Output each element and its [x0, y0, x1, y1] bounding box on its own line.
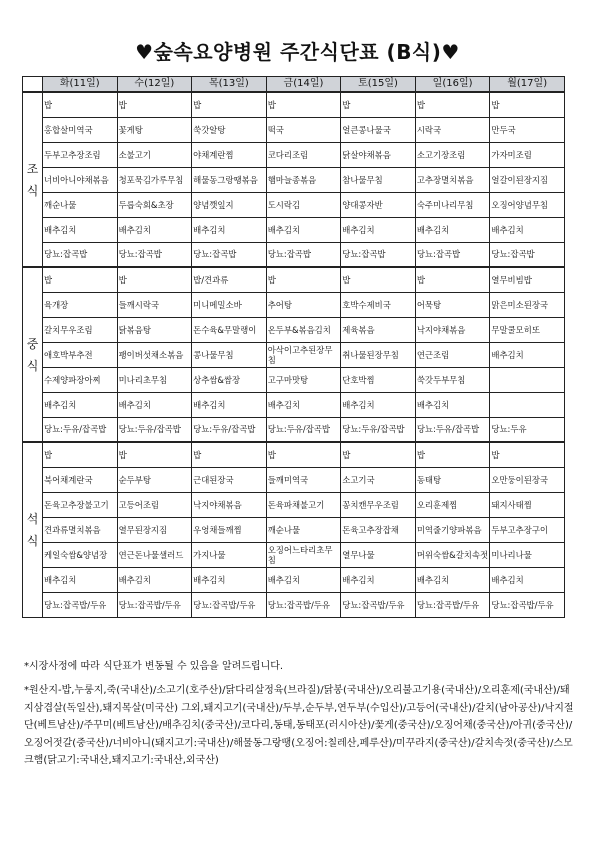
menu-row	[23, 467, 565, 492]
menu-cell: 당뇨:잡곡밥	[490, 242, 565, 267]
menu-cell: 시락국	[415, 117, 490, 142]
menu-cell: 당뇨:잡곡밥/두유	[43, 592, 118, 617]
menu-row	[23, 292, 565, 317]
weekly-menu-table	[22, 76, 565, 618]
menu-cell: 취나물된장무침	[341, 342, 416, 367]
menu-cell: 배추김치	[43, 567, 118, 592]
menu-cell: 배추김치	[192, 567, 267, 592]
menu-cell: 소고기장조림	[415, 142, 490, 167]
menu-cell: 배추김치	[43, 392, 118, 417]
menu-cell: 꽁치캔무우조림	[341, 492, 416, 517]
menu-cell: 당뇨:잡곡밥/두유	[192, 592, 267, 617]
menu-cell: 연근조림	[415, 342, 490, 367]
menu-cell: 깨순나물	[43, 192, 118, 217]
menu-cell: 열무비빔밥	[490, 267, 565, 292]
menu-cell: 소불고기	[117, 142, 192, 167]
menu-cell: 당뇨:잡곡밥/두유	[266, 592, 341, 617]
menu-cell: 배추김치	[266, 567, 341, 592]
menu-cell: 코다리조림	[266, 142, 341, 167]
menu-cell: 두부고추장구이	[490, 517, 565, 542]
menu-cell: 숙주미나리무침	[415, 192, 490, 217]
menu-cell: 연근돈나물샐러드	[117, 542, 192, 567]
menu-cell: 청포묵김가루무침	[117, 167, 192, 192]
menu-cell: 오징어양념무침	[490, 192, 565, 217]
menu-cell: 케일숙쌈&양념장	[43, 542, 118, 567]
menu-cell: 당뇨:잡곡밥	[117, 242, 192, 267]
menu-cell: 오리훈제찜	[415, 492, 490, 517]
meal-label: 중 식	[23, 267, 43, 442]
menu-cell: 배추김치	[490, 567, 565, 592]
menu-cell: 배추김치	[490, 217, 565, 242]
menu-cell: 근대된장국	[192, 467, 267, 492]
menu-cell: 배추김치	[341, 567, 416, 592]
menu-cell	[490, 367, 565, 392]
menu-cell: 당뇨:잡곡밥	[415, 242, 490, 267]
menu-cell: 배추김치	[117, 567, 192, 592]
menu-row	[23, 442, 565, 467]
menu-row	[23, 267, 565, 292]
menu-cell: 홍합살미역국	[43, 117, 118, 142]
menu-cell: 가자미조림	[490, 142, 565, 167]
menu-cell: 배추김치	[415, 567, 490, 592]
menu-cell: 만두국	[490, 117, 565, 142]
menu-cell: 두릅숙회&초장	[117, 192, 192, 217]
menu-cell: 당뇨:잡곡밥/두유	[341, 592, 416, 617]
menu-cell: 배추김치	[341, 392, 416, 417]
menu-cell: 당뇨:두유/잡곡밥	[117, 417, 192, 442]
menu-cell: 고등어조림	[117, 492, 192, 517]
menu-row	[23, 317, 565, 342]
menu-cell: 오징어느타리초무침	[266, 542, 341, 567]
day-header: 일(16일)	[415, 77, 490, 93]
menu-cell: 당뇨:잡곡밥	[192, 242, 267, 267]
menu-cell: 밥	[117, 267, 192, 292]
menu-cell: 애호박부추전	[43, 342, 118, 367]
origin-info: *원산지-밥,누룽지,죽(국내산)/소고기(호주산)/닭다리살정육(브라질)/닭봉(국내산)/오리불고기용(국내산)/오리훈제(국내산)/돼지삼겹살(독일산),돼지목살(미국산) 그외,돼지고기(국내산)/두부,순두부,연두부(수입산)/고등어(국내산)/갈치(남아공산)/낙지절단(베트남산)/주꾸미(베트남산)/배추김치(중국산)/코다리,동태,동태포(러시아산)/꽃게(중국산)/오징어채(중국산)/아귀(중국산)/오징어젓갈(중국산)/너비아니(돼지고기:국내산)/해물동그랑땡(오징어:칠레산,페루산)/미꾸라지(중국산)/갈치속젓(중국산)/스모크햄(닭고기:국내산,돼지고기:국내산,외국산)	[24, 685, 574, 767]
menu-cell: 밥	[266, 267, 341, 292]
menu-row	[23, 417, 565, 442]
menu-cell: 야채계란찜	[192, 142, 267, 167]
menu-cell: 쑥갓두부무침	[415, 367, 490, 392]
menu-cell: 당뇨:잡곡밥/두유	[415, 592, 490, 617]
menu-cell: 당뇨:두유/잡곡밥	[415, 417, 490, 442]
day-header: 월(17일)	[490, 77, 565, 93]
menu-cell: 열무된장지짐	[117, 517, 192, 542]
menu-cell: 당뇨:두유/잡곡밥	[266, 417, 341, 442]
menu-cell: 들깨시락국	[117, 292, 192, 317]
menu-row	[23, 392, 565, 417]
menu-cell: 밥	[490, 92, 565, 117]
menu-cell: 돈육고추장잡채	[341, 517, 416, 542]
menu-cell: 밥	[266, 92, 341, 117]
menu-cell: 햄마늘종볶음	[266, 167, 341, 192]
menu-cell: 배추김치	[415, 217, 490, 242]
menu-row	[23, 342, 565, 367]
day-header: 수(12일)	[117, 77, 192, 93]
menu-row	[23, 92, 565, 117]
menu-cell: 밥	[43, 442, 118, 467]
menu-cell: 미나리나물	[490, 542, 565, 567]
menu-cell: 온두부&볶음김치	[266, 317, 341, 342]
day-header-row	[23, 77, 565, 93]
menu-cell: 당뇨:두유/잡곡밥	[43, 417, 118, 442]
meal-label: 석 식	[23, 442, 43, 617]
menu-cell: 깨순나물	[266, 517, 341, 542]
menu-cell: 밥	[415, 267, 490, 292]
change-notice: *시장사정에 따라 식단표가 변동될 수 있음을 알려드립니다.	[24, 661, 284, 672]
menu-row	[23, 167, 565, 192]
menu-cell: 호박수제비국	[341, 292, 416, 317]
menu-cell: 추어탕	[266, 292, 341, 317]
menu-cell: 돈수육&무말랭이	[192, 317, 267, 342]
menu-cell: 팽이버섯채소볶음	[117, 342, 192, 367]
menu-cell: 어묵탕	[415, 292, 490, 317]
menu-cell: 무말쿨모히또	[490, 317, 565, 342]
day-header: 토(15일)	[341, 77, 416, 93]
menu-cell: 당뇨:두유	[490, 417, 565, 442]
menu-cell: 맑은미소된장국	[490, 292, 565, 317]
menu-cell: 너비아니야채볶음	[43, 167, 118, 192]
menu-row	[23, 517, 565, 542]
menu-cell: 양대콩자반	[341, 192, 416, 217]
menu-cell: 배추김치	[266, 392, 341, 417]
menu-cell: 쑥갓알탕	[192, 117, 267, 142]
menu-cell: 당뇨:잡곡밥/두유	[117, 592, 192, 617]
menu-cell: 배추김치	[117, 392, 192, 417]
menu-cell: 배추김치	[43, 217, 118, 242]
menu-row	[23, 492, 565, 517]
menu-cell: 순두부탕	[117, 467, 192, 492]
day-header: 화(11일)	[43, 77, 118, 93]
menu-cell: 얼갈이된장지짐	[490, 167, 565, 192]
menu-row	[23, 142, 565, 167]
menu-cell: 떡국	[266, 117, 341, 142]
menu-cell: 미역줄기양파볶음	[415, 517, 490, 542]
menu-cell: 미나리초무침	[117, 367, 192, 392]
menu-cell: 돼지사태찜	[490, 492, 565, 517]
menu-row	[23, 242, 565, 267]
menu-cell: 밥	[490, 442, 565, 467]
menu-cell: 돈육고추장불고기	[43, 492, 118, 517]
menu-cell: 밥	[341, 92, 416, 117]
meal-label: 조 식	[23, 92, 43, 267]
menu-row	[23, 367, 565, 392]
menu-cell: 당뇨:잡곡밥	[341, 242, 416, 267]
menu-cell: 돈육파채불고기	[266, 492, 341, 517]
menu-cell: 북어채계란국	[43, 467, 118, 492]
menu-cell: 우엉채들깨찜	[192, 517, 267, 542]
menu-cell: 밥	[117, 92, 192, 117]
menu-cell: 당뇨:두유/잡곡밥	[341, 417, 416, 442]
menu-row	[23, 542, 565, 567]
menu-cell: 머위숙쌈&갈치속젓	[415, 542, 490, 567]
menu-cell: 배추김치	[490, 342, 565, 367]
menu-cell: 밥	[192, 442, 267, 467]
menu-cell: 고추장멸치볶음	[415, 167, 490, 192]
menu-cell: 오만둥이된장국	[490, 467, 565, 492]
menu-cell: 참나물무침	[341, 167, 416, 192]
menu-cell: 배추김치	[117, 217, 192, 242]
menu-cell: 밥	[341, 442, 416, 467]
menu-row	[23, 567, 565, 592]
menu-cell: 가지나물	[192, 542, 267, 567]
menu-cell: 배추김치	[341, 217, 416, 242]
menu-cell: 해물동그랑땡볶음	[192, 167, 267, 192]
menu-cell: 도시락김	[266, 192, 341, 217]
menu-cell: 고구마맛탕	[266, 367, 341, 392]
menu-cell: 꽃게탕	[117, 117, 192, 142]
menu-cell: 밥	[266, 442, 341, 467]
day-header: 목(13일)	[192, 77, 267, 93]
menu-cell: 배추김치	[266, 217, 341, 242]
menu-cell: 낙지야채볶음	[415, 317, 490, 342]
menu-cell: 얼큰콩나물국	[341, 117, 416, 142]
menu-cell: 제육볶음	[341, 317, 416, 342]
menu-cell: 배추김치	[415, 392, 490, 417]
menu-cell: 상추쌈&쌈장	[192, 367, 267, 392]
menu-cell: 배추김치	[192, 392, 267, 417]
menu-cell: 밥/견과류	[192, 267, 267, 292]
menu-row	[23, 192, 565, 217]
menu-cell: 닭볶음탕	[117, 317, 192, 342]
corner-cell	[23, 77, 43, 93]
menu-cell: 밥	[415, 442, 490, 467]
menu-cell: 당뇨:잡곡밥	[266, 242, 341, 267]
menu-cell: 동태탕	[415, 467, 490, 492]
menu-cell: 닭살야채볶음	[341, 142, 416, 167]
menu-cell: 당뇨:두유/잡곡밥	[192, 417, 267, 442]
day-header: 금(14일)	[266, 77, 341, 93]
menu-cell: 밥	[43, 92, 118, 117]
menu-cell: 밥	[117, 442, 192, 467]
menu-cell: 갈치무우조림	[43, 317, 118, 342]
menu-row	[23, 117, 565, 142]
menu-cell: 당뇨:잡곡밥/두유	[490, 592, 565, 617]
menu-cell: 소고기국	[341, 467, 416, 492]
menu-cell: 단호박찜	[341, 367, 416, 392]
menu-cell: 들깨미역국	[266, 467, 341, 492]
menu-cell: 육개장	[43, 292, 118, 317]
menu-row	[23, 592, 565, 617]
menu-cell: 열무나물	[341, 542, 416, 567]
menu-row	[23, 217, 565, 242]
menu-cell: 밥	[415, 92, 490, 117]
menu-cell: 당뇨:잡곡밥	[43, 242, 118, 267]
menu-body	[23, 92, 565, 617]
menu-cell: 밥	[341, 267, 416, 292]
menu-cell: 수제양파장아찌	[43, 367, 118, 392]
menu-cell: 두부고추장조림	[43, 142, 118, 167]
menu-cell: 밥	[43, 267, 118, 292]
menu-cell: 양념깻잎지	[192, 192, 267, 217]
menu-cell: 아삭이고추된장무침	[266, 342, 341, 367]
menu-cell	[490, 392, 565, 417]
page-title: ♥숲속요양병원 주간식단표 (B식)♥	[135, 40, 460, 64]
menu-cell: 견과류멸치볶음	[43, 517, 118, 542]
menu-cell: 낙지야채볶음	[192, 492, 267, 517]
menu-cell: 밥	[192, 92, 267, 117]
menu-cell: 콩나물무침	[192, 342, 267, 367]
menu-cell: 배추김치	[192, 217, 267, 242]
menu-cell: 미니메밀소바	[192, 292, 267, 317]
